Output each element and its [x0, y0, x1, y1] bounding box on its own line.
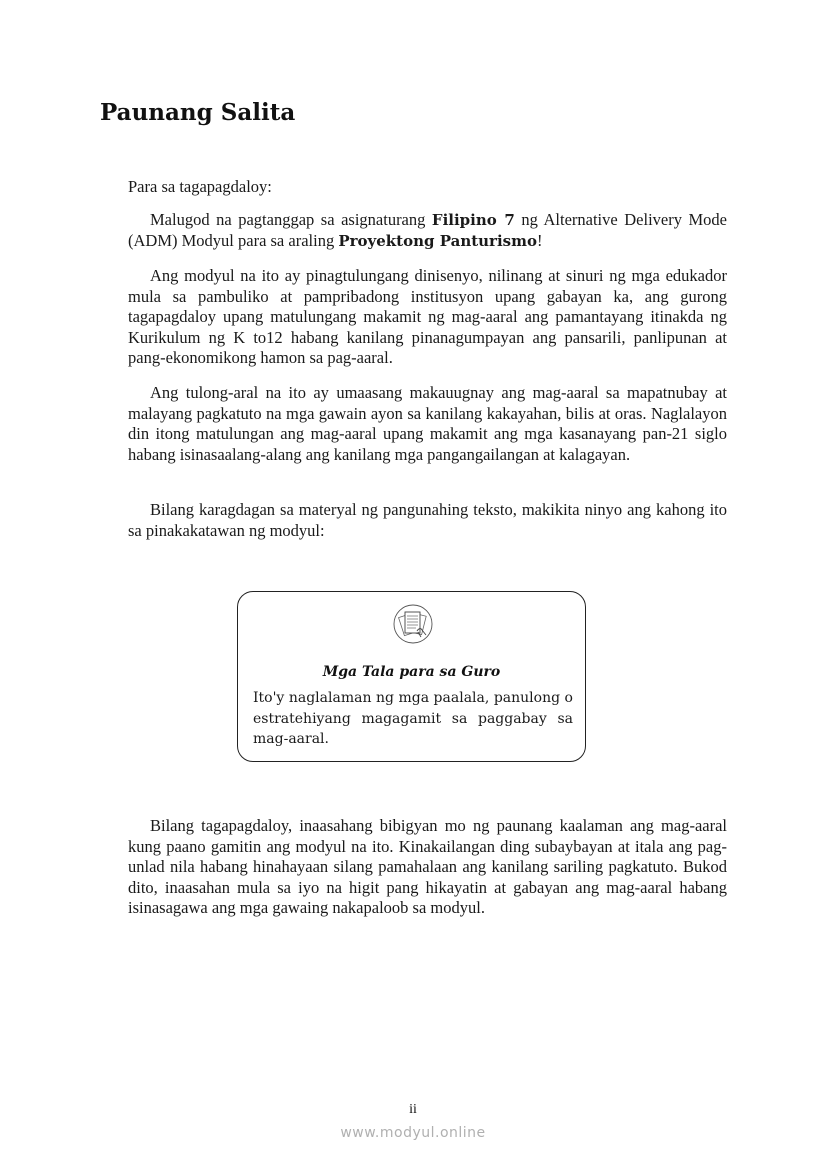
- greeting: Para sa tagapagdaloy:: [128, 177, 272, 196]
- paragraph-learning-aid: Ang tulong-aral na ito ay umaasang makauugnay ang mag-aaral sa mapatnubay at malayang pagkatuto na mga gawain ayon sa kanilang kakayahan, bilis at oras. Naglalayon din itong matulungan ang mag-aaral upang makamit ang mga kasanayang pan-21 siglo habang isinasaalang-alang ang kanilang mga pangangailangan at kalagayan.: [128, 383, 727, 464]
- teacher-notes-title: Mga Tala para sa Guro: [322, 664, 501, 680]
- teacher-notes-description: Ito'y naglalaman ng mga paalala, panulong o estratehiyang magagamit sa paggabay sa mag-aaral.: [253, 690, 573, 747]
- welcome-text-end: !: [536, 230, 543, 250]
- paragraph-box-intro: Bilang karagdagan sa materyal ng pangunahing teksto, makikita ninyo ang kahong ito sa pinakakatawan ng modyul:: [128, 500, 727, 540]
- page-title: Paunang Salita: [100, 99, 296, 126]
- lesson-name: Proyektong Panturismo: [338, 231, 537, 250]
- subject-name: Filipino 7: [431, 211, 515, 229]
- paragraph-facilitator-role: Bilang tagapagdaloy, inaasahang bibigyan mo ng paunang kaalaman ang mag-aaral kung paano gamitin ang modyul na ito. Kinakailangan ding subaybayan at itala ang pag-unlad nila habang hinahayaan silang pamahalaan ang kanilang sariling pagkatuto. Bukod dito, inaasahan mula sa iyo na higit pang hikayatin at gabayan ang mag-aaral habang isinasagawa ang mga gawaing nakapaloob sa modyul.: [128, 816, 727, 917]
- page-number: ii: [409, 1102, 417, 1117]
- teacher-notes-icon: [393, 604, 433, 644]
- watermark: www.modyul.online: [340, 1125, 486, 1141]
- welcome-text-middle: ng Alternative Delivery Mode (ADM) Modyul para sa araling: [128, 210, 727, 250]
- paragraph-module-design: Ang modyul na ito ay pinagtulungang dinisenyo, nilinang at sinuri ng mga edukador mula sa pambuliko at pampribadong institusyon upang gabayan ka, ang gurong tagapagdaloy upang matulungang makamit ng mag-aaral ang pamantayang itinakda ng Kurikulum ng K to12 habang kanilang pinanagumpayan ang pansarili, panlipunan at pang-ekonomikong hamon sa pag-aaral.: [128, 266, 727, 367]
- paragraph-welcome: [128, 210, 727, 251]
- welcome-text-start: Malugod na pagtanggap sa asignaturang: [150, 210, 432, 229]
- teacher-notes-box: [237, 591, 586, 762]
